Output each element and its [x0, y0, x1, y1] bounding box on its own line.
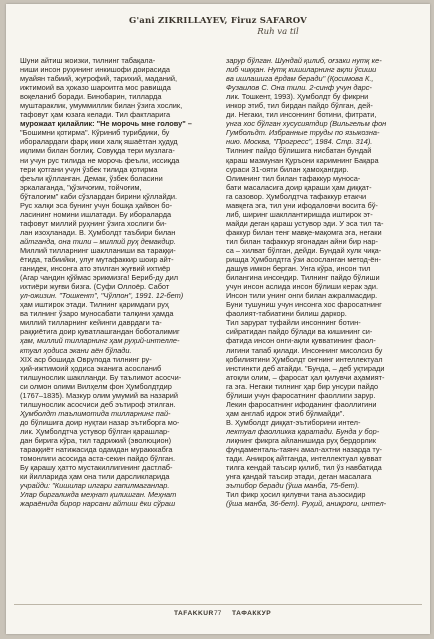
text-line: инкор этиб, тил бирдан пайдо бўлган, дей- [226, 101, 373, 111]
text-line: тери қотгани учун ўзбек тилида қотирма [20, 164, 158, 174]
text-line: ётида, табиийки, улуғ мутафаккир шоир айт- [20, 255, 174, 265]
text-line: лан изоҳланади. В. Ҳумболдт таъбири билан [20, 227, 176, 237]
text-line: (Агар чандин қўймас эрикмизга! Бериб-ду дил [20, 273, 179, 283]
text-line: бўталоғим" каби сўзлардан бирини қўллайди. [20, 191, 178, 201]
text-line: Олимнинг тил билан тафаккур муноса- [226, 173, 361, 183]
text-line: "Бошимни қотирма". Кўриниб турибдики, бу [20, 128, 170, 138]
text-line: иборалардаги фарқ икки халқ яшаётган ҳудуд [20, 137, 178, 147]
text-line: Буни тушуниш учун инсонга хос фаросатнинг [226, 300, 382, 310]
text-line: унга қандай таъсир этади, деган масалага [226, 472, 372, 482]
text-line: тилшунослик асосчиси деб эътироф этилган. [20, 399, 176, 409]
text-line: лик. Ҳумболдтча устувор бўлган қарашлар- [20, 426, 170, 436]
text-line: мурожаат қилайлик: "Не морочь мне голову" – [20, 119, 192, 129]
text-line: тилга кендай таъсир қилиб, тил ўз навбатида [226, 463, 382, 473]
journal-page [6, 4, 430, 634]
text-line: Миллий тилларнинг шаклланиши ва тараққи- [20, 245, 176, 255]
text-line: Гумбольдт. Избранные труды по языкозна- [226, 128, 380, 138]
text-line: дашув имкон берган. Унга кўра, инсон тил [226, 264, 371, 274]
text-line: эркалаганда, "қўзичоғим, тойчоғим, [20, 182, 142, 192]
footer-journal-latin: TAFAKKUR [174, 610, 214, 617]
text-line: билангина инсондир. Тилнинг пайдо бўлиши [226, 273, 380, 283]
text-line: ҳам, миллий тилларнинг ҳам руҳий-интелле- [20, 336, 180, 346]
text-line: сийратидан пайдо бўлади ва кишининг си- [226, 327, 373, 337]
text-line: айтганда, она тили – миллий руҳ демакдир. [20, 236, 176, 246]
text-line: тафовут ҳам юзага келади. Тил фактларига [20, 110, 171, 120]
page-footer [6, 608, 430, 622]
text-line: учрайди: "Кишилар илгари гапилмаганлар. [20, 481, 170, 491]
text-line: фаолият-табиатини билиш даркор. [226, 309, 347, 319]
text-line: раққиётига доир қуватлашгандан боботалимиг [20, 327, 180, 337]
text-line: Тил фикр ҳосил қилувчи тана аъзосидир [226, 490, 366, 500]
text-line: си олмон олими Вилҳелм фон Ҳумболдтдир [20, 381, 172, 391]
text-line: Тилнинг пайдо бўлишига нисбатан бундай [226, 146, 372, 156]
text-line: га эга. Негаки тилнинг ҳар бир унсури пайдо [226, 381, 379, 391]
text-line: инстинкти деб атайди. "Бунда, – деб уқтиради [226, 363, 385, 373]
text-line: унга хос бўлган хусусиятдир (Вильгельм фон [226, 119, 387, 129]
text-line: ганидек, инсонга ато этилган жуғвий ихтиёр [20, 264, 171, 274]
text-line: Шуни айтиш жоизки, тилнинг табақала- [20, 56, 156, 65]
text-line: ва ишлашига ёрдам беради" (Қосимова К., [226, 74, 374, 84]
text-line: феъли қўлланган. Демак, ўзбек боласини [20, 173, 163, 183]
text-line: тараққиёт натижасида одамдан муракккабга [20, 445, 173, 455]
text-line: нию. Москва, "Прогресс", 1984. Стр. 314). [226, 137, 373, 147]
text-line: тил билан тафаккур ягонадан айни бир нар- [226, 236, 378, 246]
text-line: факкур билан тенг мавқе-мақомга эга, негаки [226, 227, 382, 237]
text-line: учун инсон аслида инсон бўлиши керак эди. [226, 282, 379, 292]
text-line: иқлими билан боғлиқ. Совуқда тери музлага- [20, 146, 175, 156]
text-line: ди. Негаки, тил инсоннинг ботини, фитрати, [226, 110, 377, 120]
text-line: (ўша манба, 36-бет). Руҳий, аниқроғи, интел- [226, 499, 387, 509]
header-subtitle: Ruh va til [257, 27, 299, 37]
footer-rule [14, 604, 422, 605]
header-authors: G'ani ZIKRILLAYEV, Firuz SAFAROV [129, 16, 307, 26]
text-line: ҳий-ижтимоий ҳодиса эканига асосланиб [20, 363, 162, 373]
text-line: лектуал фаолликка қаратади. Бунда у бор- [226, 426, 380, 436]
text-line: муайян табиий, жуғрофий, тарихий, маданий, [20, 74, 178, 84]
left-text-column [20, 56, 210, 508]
text-line: қараш мазмунан Қуръони каримнинг Бақара [226, 155, 379, 165]
text-line: ришда Ҳумболдтга ўзи асосланган метод-ён- [226, 255, 381, 265]
text-line: ласининг номини ишлатади. Бу ибораларда [20, 209, 172, 219]
text-line: Ҳумболдт таълимотида тилларнинг пай- [20, 408, 171, 418]
text-line: атоқли олим, – фаросат ҳал қилувчи аҳамият- [226, 372, 385, 382]
text-line: лигини тапаб қилади. Инсоннинг мисолсиз бу [226, 345, 383, 355]
text-line: либ, ширинг шакллантиришда иштирок эт- [226, 209, 373, 219]
right-text-column [226, 56, 416, 508]
text-line: ни учун рус тилида не морочь феъли, иссиқда [20, 155, 180, 165]
text-line: ва тилнинг ўзаро муносабати талқини ҳамда [20, 309, 174, 319]
text-line: миллий тилларнинг кейинги даврдаги та- [20, 318, 162, 328]
text-line: жараёнида бирор нарсани айтиш ёки сўраш [20, 499, 176, 509]
text-line: ул-ожизин. "Тошкент", "Чўлпон", 1991. 12-бет) [20, 291, 184, 301]
text-line: (1767–1835). Мазкур олим умумий ва назарий [20, 390, 179, 400]
text-line: томонлиги асосида аста-секин пайдо бўлган. [20, 454, 176, 464]
text-line: ижтимоий ва ҳоказо шароитга мос равишда [20, 83, 171, 93]
text-line: ихтиёри жуғви бизга. (Суфи Оллоёр. Сабот [20, 282, 170, 292]
text-line: мавқега эга, тил уни ифодаловчи восита бў- [226, 200, 378, 210]
text-line: ҳам англаб идрок этиб бўлмайди". [226, 408, 345, 418]
text-line: фатида инсон онги-ақли қувватининг фаол- [226, 336, 376, 346]
text-line: Бу қарашу ҳатто мустакиллигининг дастлаб- [20, 463, 173, 473]
text-line: тафовут миллий руҳнинг ўзига хослиги би- [20, 218, 167, 228]
text-line: воқеланиб боради. Бинобарин, тилларда [20, 92, 162, 102]
text-line: қобилиятини Ҳумболдт онгнинг интеллектуал [226, 354, 383, 364]
running-header [6, 16, 430, 37]
text-line: ки йилларида ҳам она тили дарсликларида [20, 472, 170, 482]
text-line: Лекин фаросатнинг ифоданинг фаоллигини [226, 399, 377, 409]
text-line: Инсон тили унинг онги билан ажралмасдир. [226, 291, 378, 301]
text-line: Рус халқи эса бунинг учун бошқа ҳайвон бо- [20, 200, 173, 210]
text-line: майди деган қараш устувор эди. У эса тил та- [226, 218, 384, 228]
text-line: Улар биргаликда меҳнат қилишган. Меҳнат [20, 490, 177, 500]
text-line: лик. Тошкент, 1993). Ҳумболдт бу фикрни [226, 92, 369, 102]
text-line: тилшунослик шаклланди. Бу таълимот асосчи- [20, 372, 182, 382]
page-number: 77 [214, 610, 222, 617]
text-line: ҳам иштирок этади. Тилнинг қаримдаги руҳ [20, 300, 169, 310]
text-line: муштараклик, умуммиллик билан ўзига хослик, [20, 101, 183, 111]
text-line: ктуал ҳодиса экани аён бўлади. [20, 345, 132, 355]
text-line: дан бирига кўра, тил тадрижий (эволюцион) [20, 435, 172, 445]
text-line: либ чиққан. Нутқ кишиларнинг ақли ўсиши [226, 65, 377, 75]
text-line: фундаменталь-таянч амал-ахтни назарда ту- [226, 445, 383, 455]
text-line: Тил зарурат туфайли инсоннинг ботин- [226, 318, 361, 328]
text-line: до бўлишига доир нуқтаи назар эътиборга мо- [20, 417, 180, 427]
text-line: ниши инсон руҳининг инкишофи доирасида [20, 65, 171, 75]
text-line: сураси 31-ояти билан ҳамоҳангдир. [226, 164, 349, 174]
text-line: лиқнинг фикрга айланишида руҳ бердорлик [226, 435, 376, 445]
text-line: га сазовор. Ҳумболдтча тафаккур етакчи [226, 191, 367, 201]
footer-journal-cyrillic: ТАФАККУР [232, 610, 272, 617]
text-line: зарур бўлган. Шундай қилиб, оғзаки нутқ ке- [226, 56, 382, 65]
text-line: са – хилват бўлган, дейди. Бундай хулк чиқа- [226, 245, 382, 255]
text-line: бўлиши учун фаросатнинг фаоллиги зарур. [226, 390, 376, 400]
text-line: бати масаласига доир қараши ҳам диққат- [226, 182, 372, 192]
text-line: тади. Аникроқ айтганда, интеллектуал қувват [226, 454, 382, 464]
text-line: эътибор беради (ўша манба, 75-бет). [226, 481, 360, 491]
text-line: Фузаилов С. Она тили. 2-синф учун дарс- [226, 83, 372, 93]
text-line: В. Ҳумболдт диққат-эътиборини интел- [226, 417, 361, 427]
text-line: XIX аср бошида Оврупода тилнинг ру- [20, 354, 152, 364]
